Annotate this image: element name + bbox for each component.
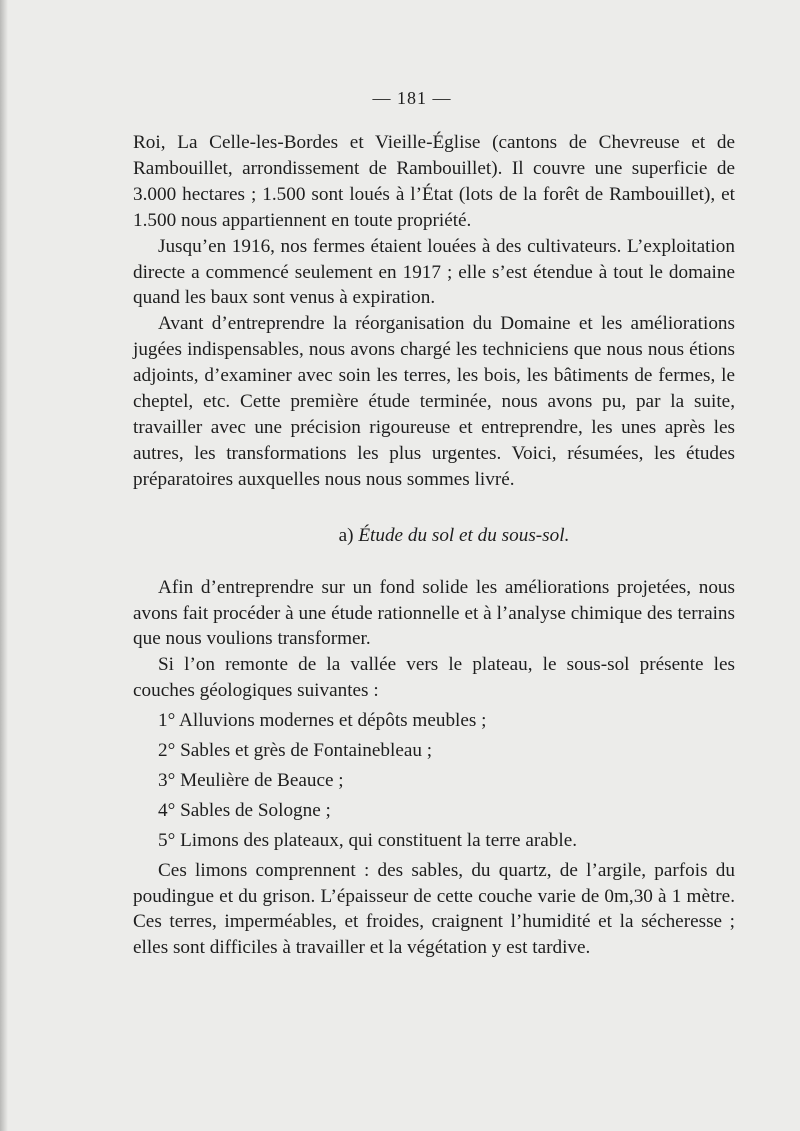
- paragraph-subsoil: Si l’on remonte de la vallée vers le plateau, le sous-sol présente les couches géologiques suivantes :: [133, 654, 735, 702]
- paragraph-limons: Ces limons comprennent : des sables, du quartz, de l’argile, parfois du poudingue et du grison. L’épaisseur de cette couche varie de 0m,30 à 1 mètre. Ces terres, imperméables, et froides, craignent l’humidité et la sécheresse ; elles sont difficiles à travailler et la végétation y est tardive.: [133, 859, 735, 959]
- body-text: [133, 130, 735, 961]
- section-title: Étude du sol et du sous-sol.: [358, 524, 570, 546]
- paragraph-farms: Jusqu’en 1916, nos fermes étaient louées à des cultivateurs. L’exploitation directe a commencé seulement en 1917 ; elle s’est étendue à tout le domaine quand les baux sont venus à expiration.: [133, 235, 735, 309]
- layer-item-2: 2° Sables et grès de Fontainebleau ;: [158, 740, 433, 762]
- layer-item-5: 5° Limons des plateaux, qui constituent la terre arable.: [158, 829, 578, 851]
- layer-item-4: 4° Sables de Sologne ;: [158, 799, 331, 821]
- paragraph-study: Afin d’entreprendre sur un fond solide les améliorations projetées, nous avons fait procéder à une étude rationnelle et à l’analyse chimique des terrains que nous voulions transformer.: [133, 576, 735, 650]
- section-heading: [133, 523, 735, 549]
- page-number: — 181 —: [372, 88, 452, 108]
- page-edge-shadow: [0, 0, 8, 1131]
- paragraph-reorganisation: Avant d’entreprendre la réorganisation du Domaine et les améliorations jugées indispensables, nous avons chargé les techniciens que nous nous étions adjoints, d’examiner avec soin les terres, les bois, les bâtiments de fermes, le cheptel, etc. Cette première étude terminée, nous avons pu, par la suite, travailler avec une précision rigoureuse et entreprendre, les unes après les autres, les transformations les plus urgentes. Voici, résumées, les études préparatoires auxquelles nous nous sommes livré.: [133, 313, 735, 490]
- section-label: a): [338, 524, 354, 546]
- layer-item-3: 3° Meulière de Beauce ;: [158, 769, 344, 791]
- layer-item-1: 1° Alluvions modernes et dépôts meubles ;: [158, 710, 487, 732]
- paragraph-continued: Roi, La Celle-les-Bordes et Vieille-Église (cantons de Chevreuse et de Rambouillet, arrondissement de Rambouillet). Il couvre une superficie de 3.000 hectares ; 1.500 sont loués à l’État (lots de la forêt de Rambouillet), et 1.500 nous appartiennent en toute propriété.: [133, 132, 735, 231]
